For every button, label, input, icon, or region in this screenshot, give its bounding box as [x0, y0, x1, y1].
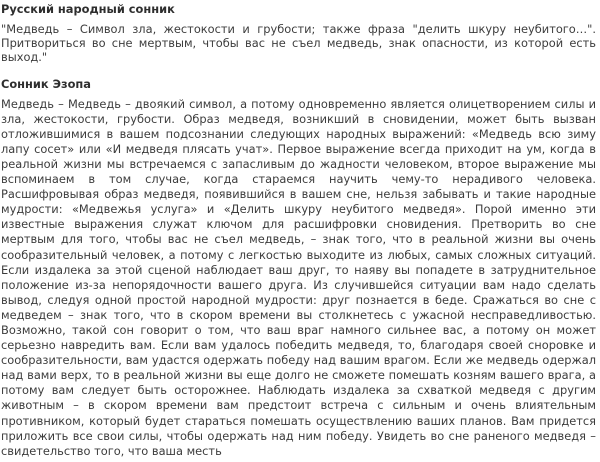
section-title: Русский народный сонник	[1, 2, 175, 16]
section-title: Сонник Эзопа	[1, 76, 91, 91]
section-russian-folk	[1, 2, 596, 65]
section-text: Медведь – Медведь – двоякий символ, а потому одновременно является олицетворением силы и зла, жестокости, грубости. Образ медведя, возникший в сновидении, может быть вызван отложившимися в вашем подсознании следующих народных выражений: «Медведь всю зиму лапу сосет» или «И медведя плясать учат». Первое выражение всегда приходит на ум, когда в реальной жизни мы встречаемся с запасливым до жадности человеком, второе выражение мы вспоминаем в том случае, когда стараемся научить чему-то нерадивого человека. Расшифровывая образ медведя, появившийся в вашем сне, нельзя забывать и такие народные мудрости: «Медвежья услуга» и «Делить шкуру неубитого медведя». Порой именно эти известные выражения служат ключом для расшифровки сновидения. Претворить во сне мертвым для того, чтобы вас не съел медведь, – знак того, что в реальной жизни вы очень сообразительный человек, а потому с легкостью выходите из любых, самых сложных ситуаций. Если издалека за этой сценой наблюдает ваш друг, то наяву вы попадете в затруднительное положение из-за непорядочности вашего друга. Из случившейся ситуации вам надо сделать вывод, следуя одной простой народной мудрости: друг познается в беде. Сражаться во сне с медведем – знак того, что в скором времени вы столкнетесь с ужасной несправедливостью. Возможно, такой сон говорит о том, что ваш враг намного сильнее вас, а потому он может серьезно навредить вам. Если вам удалось победить медведя, то, благодаря своей сноровке и сообразительности, вам удастся одержать победу над вашим врагом. Если же медведь одержал над вами верх, то в реальной жизни вы еще долго не сможете помешать козням вашего врага, а потому вам следует быть осторожнее. Наблюдать издалека за схваткой медведя с другим животным – в скором времени вам предстоит встреча с сильным и очень влиятельным противником, который будет стараться помешать осуществлению ваших планов. Вам придется приложить все свои силы, чтобы одержать над ним победу. Увидеть во сне раненого медведя – свидетельство того, что ваша месть	[1, 96, 596, 458]
section-aesop	[1, 77, 596, 459]
section-text: "Медведь – Символ зла, жестокости и грубости; также фраза "делить шкуру неубитого…". Притвориться во сне мертвым, чтобы вас не съел медведь, знак опасности, из которой есть выход."	[1, 22, 596, 65]
